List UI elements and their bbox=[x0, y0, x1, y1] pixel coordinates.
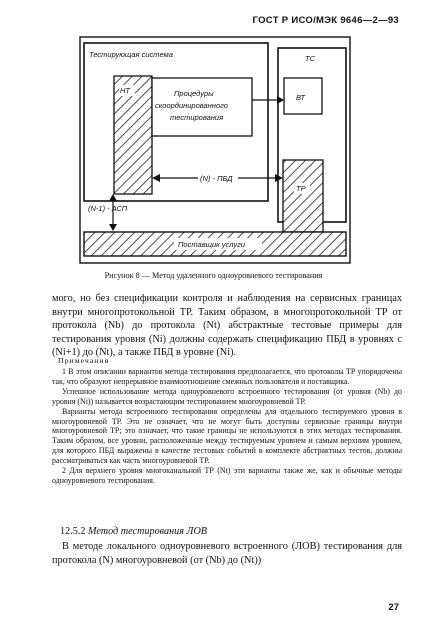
paragraph-section: В методе локального одноуровневого встроенного (ЛОВ) тестирования для протокола (N) многоуровневой (от (Nb) до (Nt)) bbox=[52, 541, 402, 566]
note-1-part-c: Варианты метода встроенного тестирования определены для отдельного тестируемого уровня в многоуровневой ТР. Это не означает, что не могут быть доступны сервисные границы внутри многоуровневой ТР; это означает, что такие границы не используются в этих методах тестирования. Таким образом, все уровни, расположенные между тестируемым уровнем и самым верхним уровнем, для которого ПБД выражены в качестве тестовых событий в комплекте абстрактных тестов, должны рассматриваться как часть многоуровневой ТР. bbox=[52, 406, 402, 466]
note-1-part-a: 1 В этом описании вариантов метода тестирования предполагается, что протоколы ТР упорядочены так, что образуют непрерывное взаимоотношение смежных пользователя и поставщика. bbox=[52, 367, 402, 386]
test-system-label: Тестирующая система bbox=[89, 50, 173, 59]
section-heading bbox=[60, 526, 207, 537]
vt-label: ВТ bbox=[296, 93, 306, 102]
remote-single-layer-test-diagram bbox=[0, 0, 427, 270]
section-title: Метод тестирования ЛОВ bbox=[88, 526, 208, 537]
note-1-part-b: Успешное использование метода одноуровневого встроенного тестирования (от уровня (Nb) до уровня (Ni)) называется возрастающим тестированием многоуровневой ТР. bbox=[52, 386, 402, 406]
notes-title: Примечания bbox=[58, 356, 110, 365]
paragraph-continuation: мого, но без спецификации контроля и наблюдения на сервисных границах внутри многопротокольной ТР. Таким образом, в многопротокольной ТР от протокола (Nb) до протокола (Nt) абстрактные тестовые примеры для тестирования уровня (Ni) должны содержать спецификацию ПБД в уровнях с (Ni+1) до (Nt), а также ПБД в уровне (Ni). bbox=[52, 293, 402, 359]
coordinated-procedures-line2: скоординированного bbox=[155, 101, 228, 110]
asp-label: (N-1) - АСП bbox=[88, 204, 128, 213]
ht-label: НТ bbox=[120, 86, 130, 95]
section-number: 12.5.2 bbox=[60, 526, 86, 537]
figure-caption: Рисунок 8 — Метод удаленного одноуровневого тестирования bbox=[104, 271, 323, 280]
coordinated-procedures-line1: Процедуры bbox=[174, 89, 214, 98]
tp-label: ТР bbox=[296, 184, 306, 193]
document-header: ГОСТ Р ИСО/МЭК 9646—2—93 bbox=[252, 15, 399, 26]
page-number: 27 bbox=[388, 602, 399, 613]
coordinated-procedures-line3: тестирования bbox=[170, 113, 224, 122]
service-provider-label: Поставщик услуги bbox=[178, 240, 246, 249]
tc-label: ТС bbox=[305, 54, 315, 63]
tp-block bbox=[283, 160, 323, 232]
note-2: 2 Для верхнего уровня многоканальной ТР (Nt) эти варианты также же, как и обычные методы одноуровневого тестирования. bbox=[52, 466, 402, 485]
notes-block bbox=[52, 367, 402, 486]
pdu-label: (N) - ПБД bbox=[200, 174, 233, 183]
